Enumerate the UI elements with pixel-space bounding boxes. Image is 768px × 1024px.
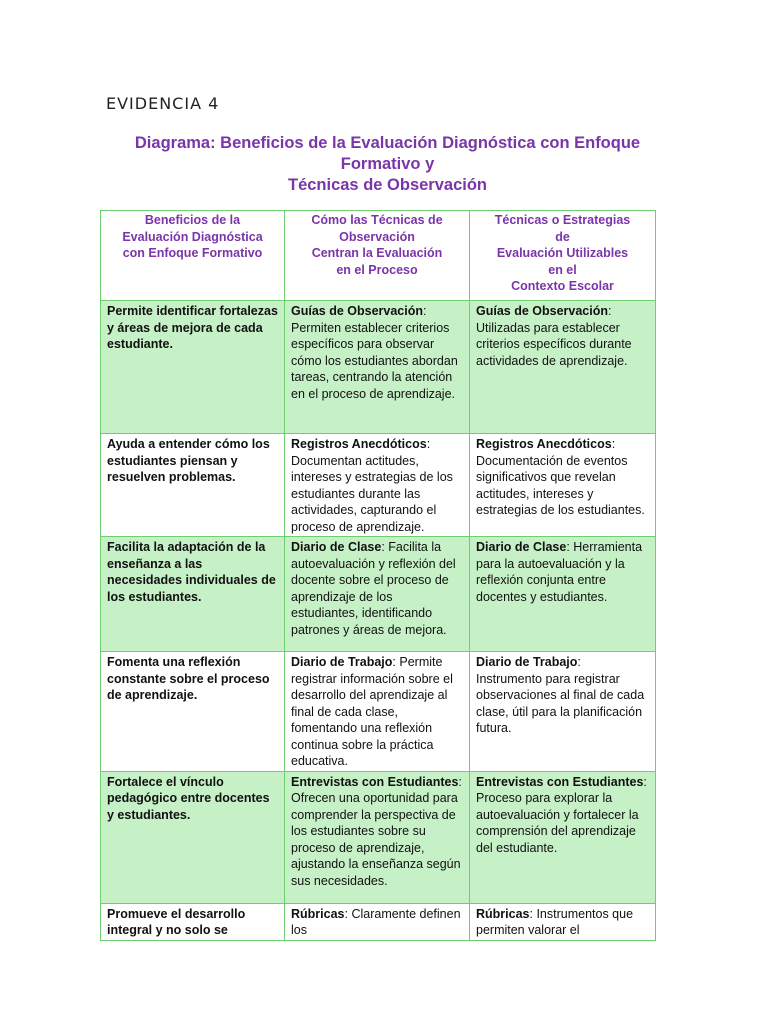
technique-cell: Diario de Clase: Facilita la autoevaluación y reflexión del docente sobre el proceso de aprendizaje de los estudiantes, identificando patrones y áreas de mejora. <box>285 537 470 652</box>
strategy-cell: Registros Anecdóticos: Documentación de eventos significativos que revelan actitudes, intereses y estrategias de los estudiantes. <box>470 434 656 537</box>
title-line-1: Diagrama: Beneficios de la Evaluación Diagnóstica con Enfoque <box>134 134 641 152</box>
technique-cell: Guías de Observación: Permiten establecer criterios específicos para observar cómo los estudiantes abordan tareas, centrando la atención en el proceso de aprendizaje. <box>285 301 470 434</box>
evidence-label: EVIDENCIA 4 <box>106 94 220 113</box>
benefit-cell: Permite identificar fortalezas y áreas de mejora de cada estudiante. <box>101 301 285 434</box>
benefit-cell: Promueve el desarrollo integral y no solo se <box>101 903 285 940</box>
header-observation-techniques: Cómo las Técnicas de Observación Centran la Evaluación en el Proceso <box>285 211 470 301</box>
technique-cell: Entrevistas con Estudiantes: Ofrecen una oportunidad para comprender la perspectiva de los estudiantes sobre su proceso de aprendizaje, ajustando la enseñanza según sus necesidades. <box>285 771 470 903</box>
table-row <box>101 434 656 537</box>
header-strategies: Técnicas o Estrategias de Evaluación Utilizables en el Contexto Escolar <box>470 211 656 301</box>
title-line-3: Técnicas de Observación <box>287 176 487 194</box>
header-benefits: Beneficios de la Evaluación Diagnóstica con Enfoque Formativo <box>101 211 285 301</box>
table-row <box>101 903 656 940</box>
benefit-cell: Fortalece el vínculo pedagógico entre docentes y estudiantes. <box>101 771 285 903</box>
strategy-cell: Diario de Clase: Herramienta para la autoevaluación y la reflexión conjunta entre docentes y estudiantes. <box>470 537 656 652</box>
title-line-2: Formativo y <box>340 155 435 173</box>
table-row <box>101 771 656 903</box>
strategy-cell: Entrevistas con Estudiantes: Proceso para explorar la autoevaluación y fortalecer la comprensión del aprendizaje del estudiante. <box>470 771 656 903</box>
table-row <box>101 537 656 652</box>
strategy-cell: Rúbricas: Instrumentos que permiten valorar el <box>470 903 656 940</box>
strategy-cell: Guías de Observación: Utilizadas para establecer criterios específicos durante actividades de aprendizaje. <box>470 301 656 434</box>
benefit-cell: Ayuda a entender cómo los estudiantes piensan y resuelven problemas. <box>101 434 285 537</box>
table-header-row <box>101 211 656 301</box>
technique-cell: Registros Anecdóticos: Documentan actitudes, intereses y estrategias de los estudiantes durante las actividades, capturando el proceso de aprendizaje. <box>285 434 470 537</box>
benefit-cell: Facilita la adaptación de la enseñanza a las necesidades individuales de los estudiantes. <box>101 537 285 652</box>
table-row <box>101 652 656 772</box>
table-row <box>101 301 656 434</box>
technique-cell: Rúbricas: Claramente definen los <box>285 903 470 940</box>
benefits-table <box>100 210 656 941</box>
diagram-title <box>100 133 675 196</box>
benefit-cell: Fomenta una reflexión constante sobre el proceso de aprendizaje. <box>101 652 285 772</box>
technique-cell: Diario de Trabajo: Permite registrar información sobre el desarrollo del aprendizaje al final de cada clase, fomentando una reflexión continua sobre la práctica educativa. <box>285 652 470 772</box>
strategy-cell: Diario de Trabajo: Instrumento para registrar observaciones al final de cada clase, útil para la planificación futura. <box>470 652 656 772</box>
